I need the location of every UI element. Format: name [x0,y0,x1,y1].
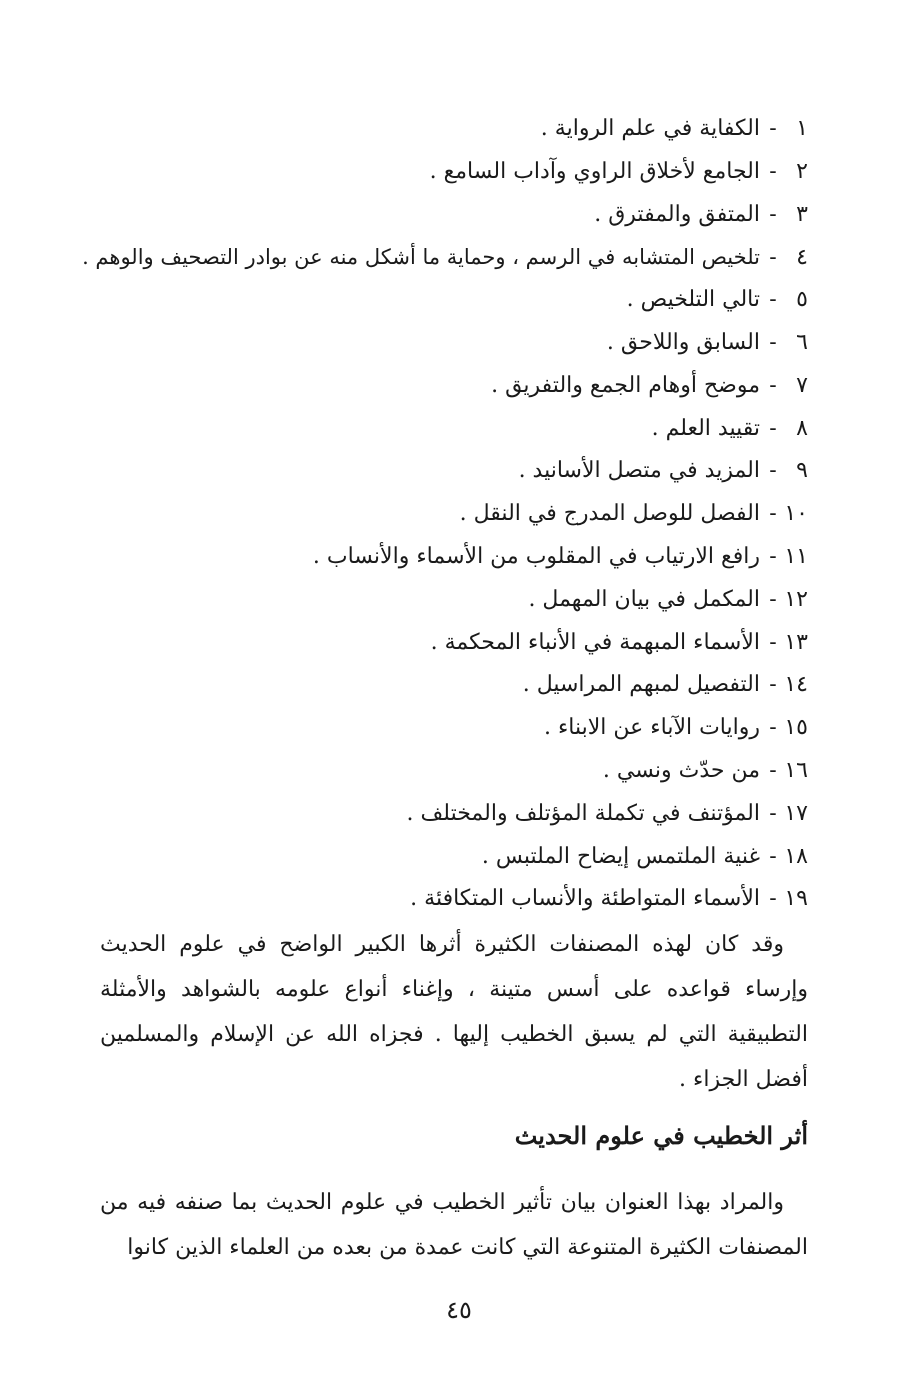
book-number: ٧ [796,372,808,398]
book-list-item [60,493,808,536]
book-title: الأسماء المبهمة في الأنباء المحكمة . [430,629,760,655]
book-dash: - [769,586,777,612]
book-list-item [60,108,808,151]
book-number: ١٩ [784,886,808,912]
book-list-item [60,579,808,622]
book-title: الأسماء المتواطئة والأنساب المتكافئة . [410,886,760,912]
book-dash: - [769,415,777,441]
book-title: الفصل للوصل المدرج في النقل . [459,501,760,527]
book-title: من حدّث ونسي . [602,757,760,783]
book-dash: - [769,329,777,355]
book-number: ٥ [796,287,808,313]
book-list-item [60,878,808,921]
book-number: ١٨ [784,843,808,869]
book-number: ٩ [796,458,808,484]
book-dash: - [769,886,777,912]
book-dash: - [769,158,777,184]
book-list [60,108,808,921]
book-dash: - [769,800,777,826]
book-title: موضح أوهام الجمع والتفريق . [491,372,760,398]
book-number: ٦ [796,329,808,355]
book-title: المكمل في بيان المهمل . [528,586,760,612]
book-list-item [60,450,808,493]
book-title: تلخيص المتشابه في الرسم ، وحماية ما أشكل منه عن بوادر التصحيف والوهم . [82,245,760,270]
book-dash: - [769,245,777,271]
book-title: المزيد في متصل الأسانيد . [518,458,760,484]
book-dash: - [769,458,777,484]
book-dash: - [769,843,777,869]
book-number: ١٢ [784,586,808,612]
book-list-item [60,836,808,879]
book-list-item [60,707,808,750]
book-list-item [60,236,808,279]
book-list-item [60,408,808,451]
book-title: رافع الارتياب في المقلوب من الأسماء والأنساب . [312,543,760,569]
book-number: ١١ [784,543,808,569]
book-list-item [60,793,808,836]
book-dash: - [769,629,777,655]
book-list-item [60,365,808,408]
section-heading: أثر الخطيب في علوم الحديث [514,1121,808,1150]
book-list-item [60,322,808,365]
book-number: ١٧ [784,800,808,826]
book-dash: - [769,543,777,569]
book-list-item [60,750,808,793]
book-title: المتفق والمفترق . [594,201,760,227]
book-dash: - [769,757,777,783]
book-list-item [60,194,808,237]
book-list-item [60,622,808,665]
book-title: غنية الملتمس إيضاح الملتبس . [481,843,760,869]
book-list-item [60,536,808,579]
book-dash: - [769,201,777,227]
book-title: التفصيل لمبهم المراسيل . [522,672,760,698]
book-number: ٢ [796,158,808,184]
book-list-item [60,151,808,194]
book-number: ١ [796,116,808,141]
book-list-item [60,664,808,707]
book-number: ١٦ [784,757,808,783]
book-title: الجامع لأخلاق الراوي وآداب السامع . [429,158,760,184]
book-dash: - [769,672,777,698]
book-dash: - [769,287,777,313]
book-number: ٨ [796,415,808,441]
paragraph-influence-intro: والمراد بهذا العنوان بيان تأثير الخطيب في علوم الحديث بما صنفه فيه من المصنفات الكثيرة المتنوعة التي كانت عمدة من بعده من العلماء الذين كانوا [100,1190,808,1260]
book-dash: - [769,715,777,741]
page-number: ٤٥ [446,1296,472,1324]
book-title: روايات الآباء عن الابناء . [543,715,760,741]
book-dash: - [769,372,777,398]
book-title: تالي التلخيص . [626,287,760,313]
book-number: ٣ [796,201,808,227]
book-number: ١٤ [784,672,808,698]
book-number: ٤ [796,245,808,271]
book-title: المؤتنف في تكملة المؤتلف والمختلف . [406,800,760,826]
paragraph-works-impact: وقد كان لهذه المصنفات الكثيرة أثرها الكبير الواضح في علوم الحديث وإرساء قواعده على أسس متينة ، وإغناء أنواع علومه بالشواهد والأمثلة التطبيقية التي لم يسبق الخطيب إليها . فجزاه الله عن الإسلام والمسلمين أفضل الجزاء . [100,932,808,1092]
book-number: ١٣ [784,629,808,655]
book-dash: - [769,116,777,141]
book-number: ١٥ [784,715,808,741]
book-list-item [60,279,808,322]
book-title: الكفاية في علم الرواية . [540,116,760,141]
book-title: تقييد العلم . [651,415,760,441]
book-number: ١٠ [784,501,808,527]
book-title: السابق واللاحق . [606,329,760,355]
book-dash: - [769,501,777,527]
